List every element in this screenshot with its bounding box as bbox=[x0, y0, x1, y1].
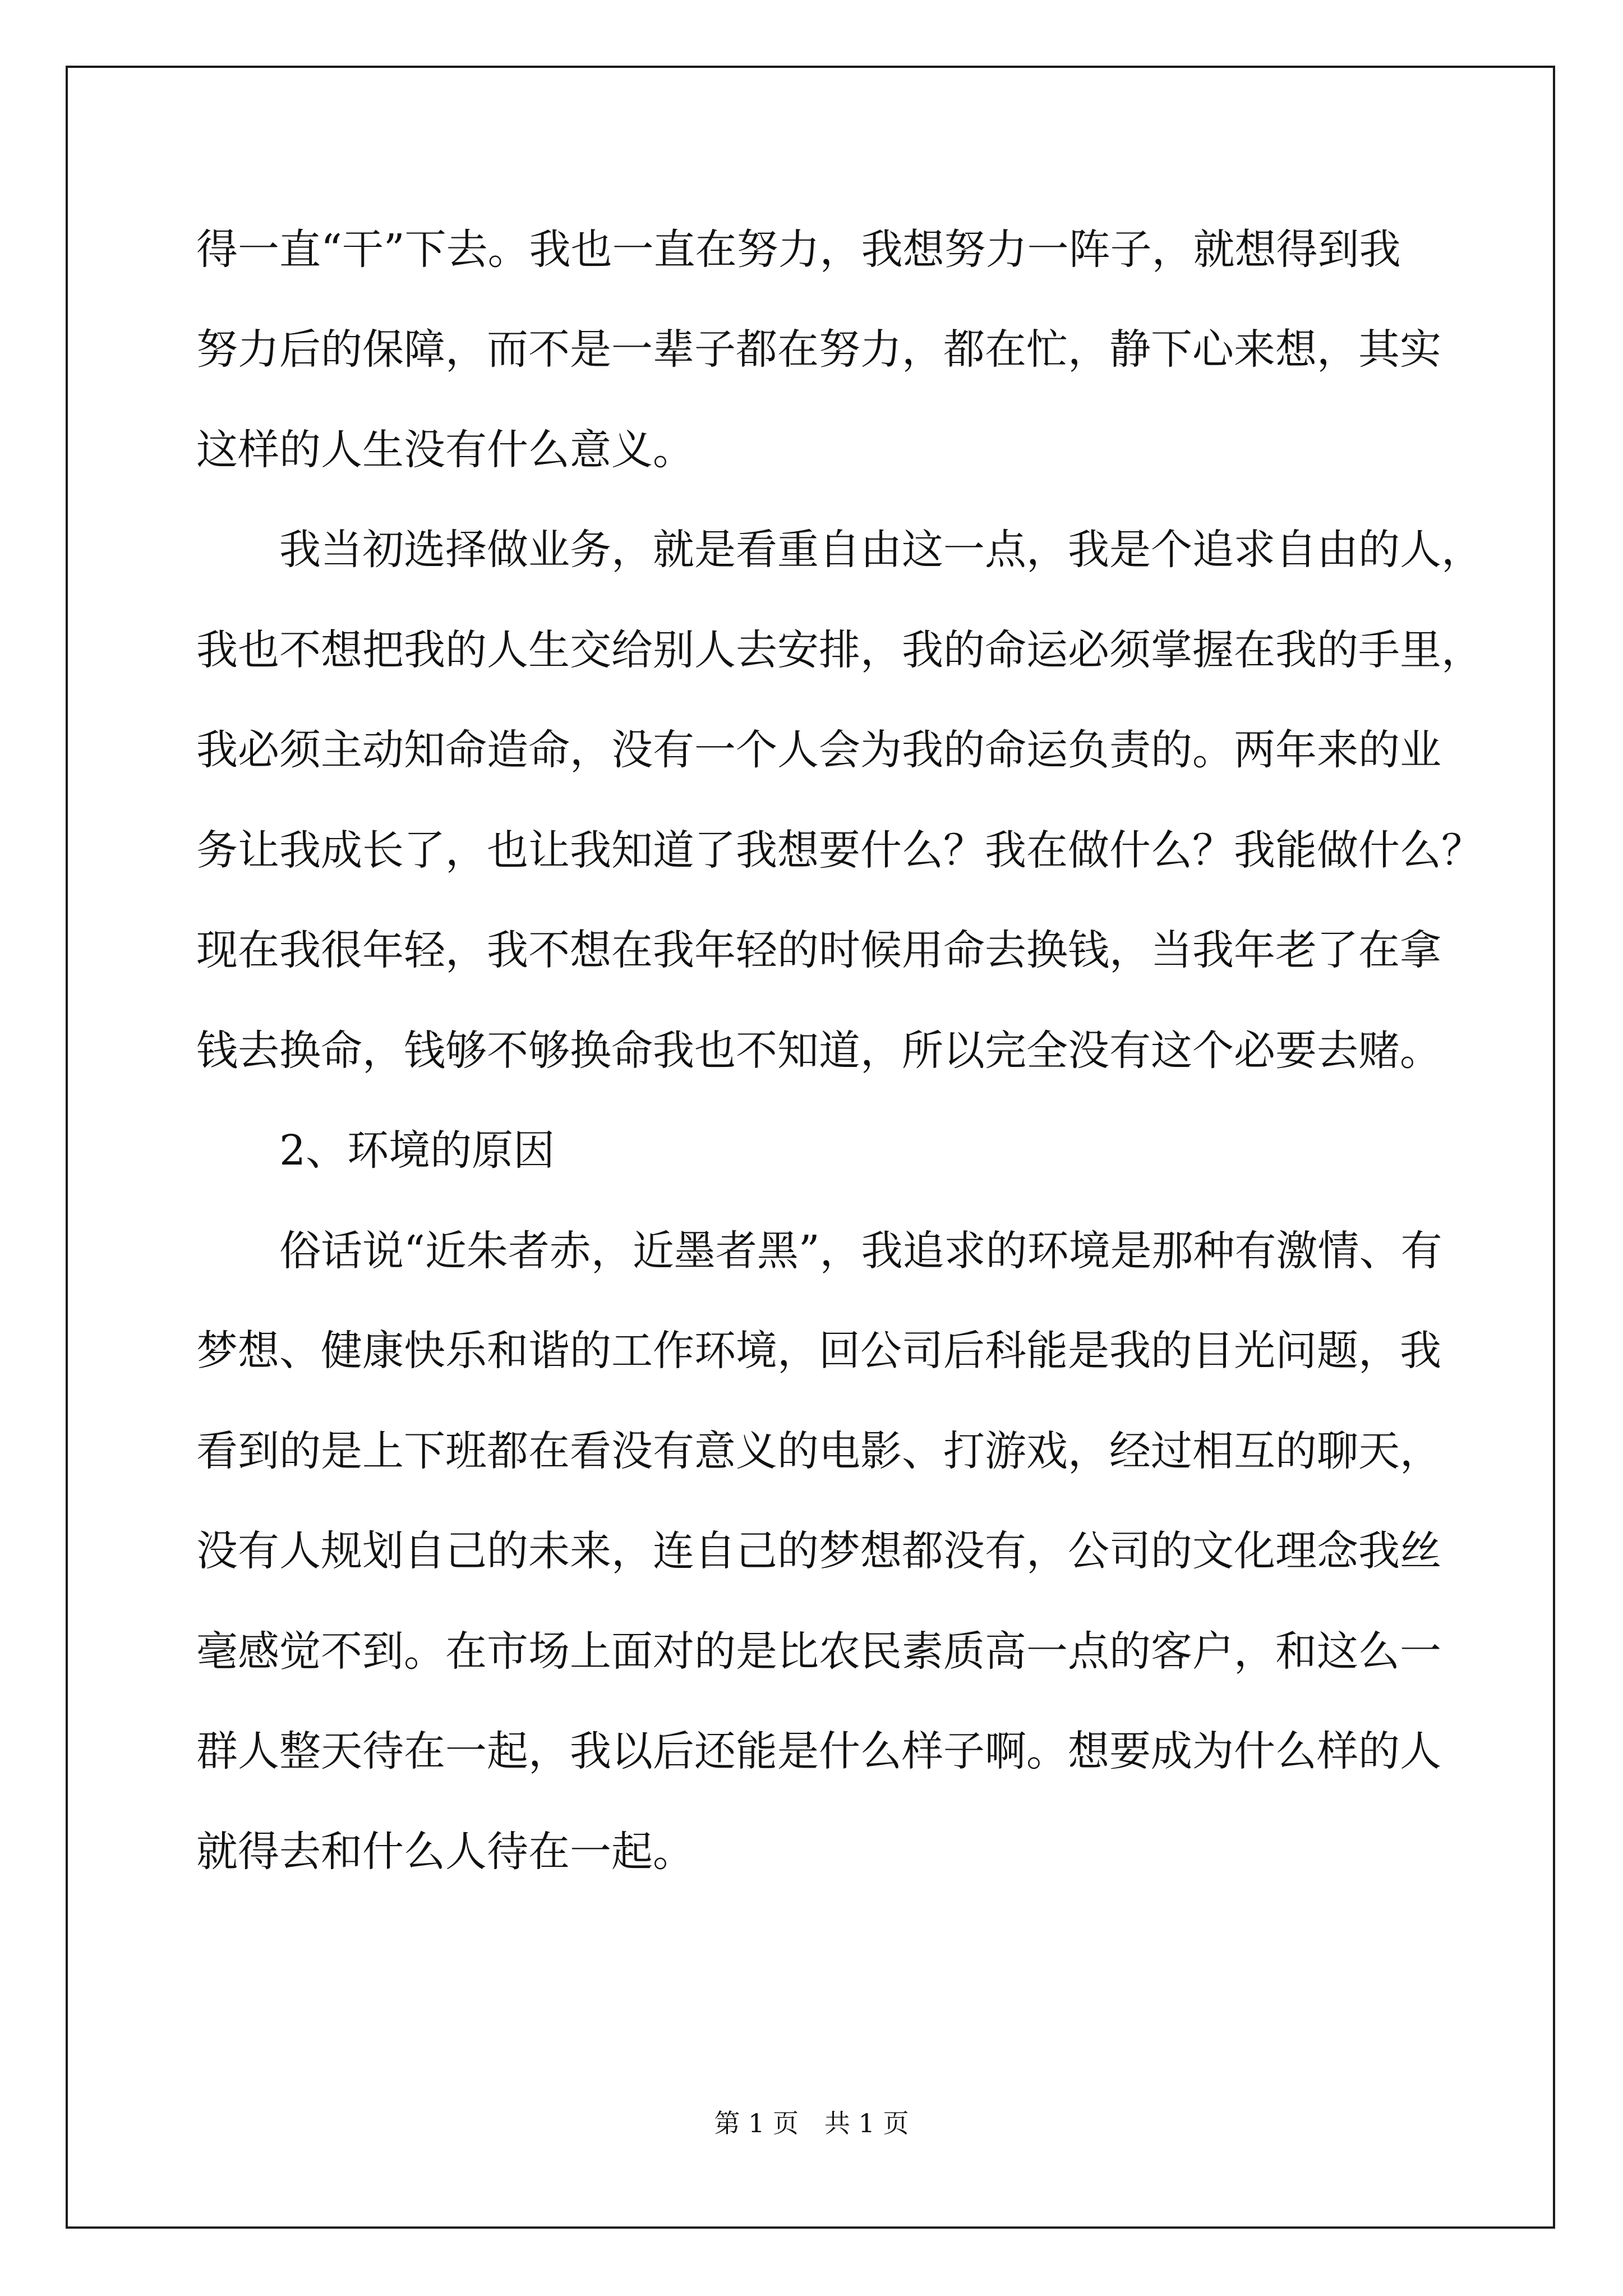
text-line: 这样的人生没有什么意义。 bbox=[196, 426, 694, 474]
text-line: 现在我很年轻，我不想在我年轻的时候用命去换钱，当我年老了在拿 bbox=[196, 926, 1441, 974]
text-line: 得一直“干”下去。我也一直在努力，我想努力一阵子，就想得到我 bbox=[196, 226, 1401, 274]
text-line: 努力后的保障，而不是一辈子都在努力，都在忙，静下心来想，其实 bbox=[196, 325, 1441, 374]
page-number-footer: 第 1 页 共 1 页 bbox=[714, 2108, 909, 2138]
text-line: 群人整天待在一起，我以后还能是什么样子啊。想要成为什么样的人 bbox=[196, 1727, 1441, 1775]
section-heading: 2、环境的原因 bbox=[279, 1126, 555, 1175]
paragraph-first-line: 俗话说“近朱者赤，近墨者黑”，我追求的环境是那种有激情、有 bbox=[279, 1227, 1442, 1275]
text-line: 务让我成长了，也让我知道了我想要什么？我在做什么？我能做什么？ bbox=[196, 826, 1483, 875]
text-line: 就得去和什么人待在一起。 bbox=[196, 1828, 694, 1876]
text-line: 没有人规划自己的未来，连自己的梦想都没有，公司的文化理念我丝 bbox=[196, 1527, 1441, 1575]
paragraph-first-line: 我当初选择做业务，就是看重自由这一点，我是个追求自由的人， bbox=[279, 526, 1483, 574]
text-line: 毫感觉不到。在市场上面对的是比农民素质高一点的客户，和这么一 bbox=[196, 1627, 1441, 1676]
text-line: 钱去换命，钱够不够换命我也不知道，所以完全没有这个必要去赌。 bbox=[196, 1027, 1441, 1075]
text-line: 看到的是上下班都在看没有意义的电影、打游戏，经过相互的聊天， bbox=[196, 1427, 1441, 1475]
text-line: 梦想、健康快乐和谐的工作环境，回公司后科能是我的目光问题，我 bbox=[196, 1327, 1441, 1375]
text-line: 我必须主动知命造命，没有一个人会为我的命运负责的。两年来的业 bbox=[196, 726, 1441, 774]
text-line: 我也不想把我的人生交给别人去安排，我的命运必须掌握在我的手里， bbox=[196, 626, 1483, 674]
